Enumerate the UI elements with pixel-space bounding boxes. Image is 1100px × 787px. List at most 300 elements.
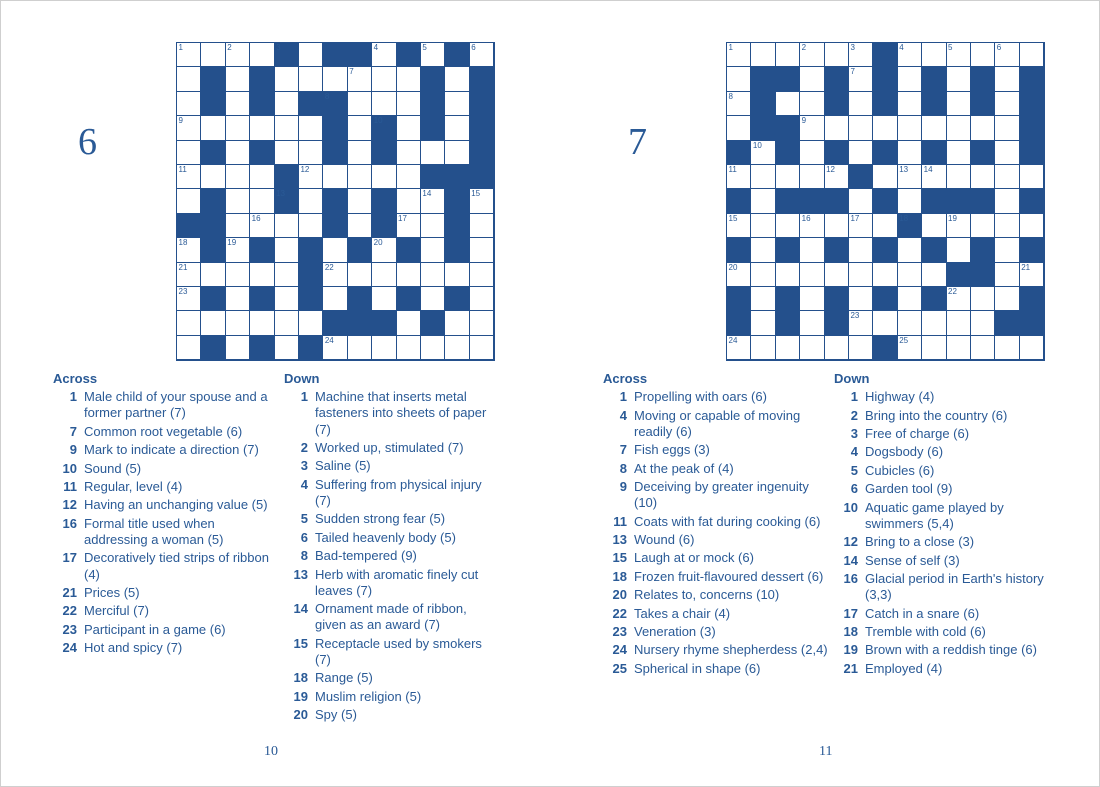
grid-cell[interactable] — [250, 311, 274, 335]
grid-cell[interactable] — [177, 165, 201, 189]
grid-cell[interactable] — [275, 92, 299, 116]
grid-cell[interactable] — [995, 238, 1019, 262]
grid-cell[interactable] — [947, 238, 971, 262]
grid-cell[interactable] — [873, 263, 897, 287]
grid-cell[interactable] — [947, 92, 971, 116]
grid-cell-black — [445, 43, 469, 67]
grid-cell[interactable] — [776, 92, 800, 116]
grid-cell[interactable] — [250, 43, 274, 67]
across-clue — [603, 532, 828, 548]
down-clue — [284, 458, 499, 474]
grid-cell[interactable] — [372, 263, 396, 287]
grid-cell[interactable] — [226, 263, 250, 287]
grid-cell[interactable] — [898, 165, 922, 189]
grid-cell[interactable] — [849, 141, 873, 165]
grid-cell[interactable] — [947, 67, 971, 91]
grid-cell[interactable] — [922, 116, 946, 140]
grid-cell[interactable] — [348, 189, 372, 213]
grid-cell[interactable] — [751, 336, 775, 360]
clue-number: 3 — [300, 458, 308, 474]
grid-cell[interactable] — [348, 141, 372, 165]
grid-cell[interactable] — [299, 43, 323, 67]
grid-cell[interactable] — [971, 43, 995, 67]
clue-number: 17 — [843, 605, 858, 621]
grid-cell[interactable] — [995, 189, 1019, 213]
clue-text: Laugh at or mock (6) — [634, 550, 754, 566]
grid-cell[interactable] — [201, 43, 225, 67]
grid-cell-black — [1020, 141, 1044, 165]
grid-cell[interactable] — [947, 336, 971, 360]
grid-cell[interactable] — [800, 287, 824, 311]
grid-cell[interactable] — [372, 43, 396, 67]
grid-cell[interactable] — [470, 287, 494, 311]
grid-cell[interactable] — [995, 165, 1019, 189]
grid-cell-black — [825, 141, 849, 165]
grid-cell[interactable] — [800, 92, 824, 116]
grid-cell[interactable] — [323, 165, 347, 189]
grid-cell[interactable] — [849, 311, 873, 335]
grid-cell[interactable] — [201, 165, 225, 189]
grid-cell[interactable] — [922, 336, 946, 360]
grid-cell[interactable] — [250, 189, 274, 213]
grid-cell[interactable] — [751, 43, 775, 67]
grid-cell-black — [299, 263, 323, 287]
grid-cell[interactable] — [971, 116, 995, 140]
grid-cell[interactable] — [299, 141, 323, 165]
grid-cell[interactable] — [348, 263, 372, 287]
grid-cell[interactable] — [177, 116, 201, 140]
grid-cell[interactable] — [470, 311, 494, 335]
grid-cell[interactable] — [348, 116, 372, 140]
grid-cell[interactable] — [971, 336, 995, 360]
clue-text: Wound (6) — [634, 531, 695, 547]
grid-cell-black — [323, 92, 347, 116]
grid-cell[interactable] — [397, 311, 421, 335]
grid-cell[interactable] — [323, 263, 347, 287]
clue-number: 9 — [619, 478, 627, 494]
grid-cell[interactable] — [898, 67, 922, 91]
grid-cell[interactable] — [800, 116, 824, 140]
grid-cell[interactable] — [849, 238, 873, 262]
grid-cell[interactable] — [275, 336, 299, 360]
grid-cell[interactable] — [800, 165, 824, 189]
grid-cell[interactable] — [873, 116, 897, 140]
grid-cell-black — [201, 67, 225, 91]
grid-cell[interactable] — [177, 67, 201, 91]
grid-cell[interactable] — [177, 336, 201, 360]
cell-number: 13 — [276, 189, 285, 199]
grid-cell[interactable] — [421, 336, 445, 360]
cell-number: 5 — [422, 43, 427, 52]
grid-cell[interactable] — [825, 336, 849, 360]
grid-cell[interactable] — [898, 238, 922, 262]
grid-cell-black — [397, 43, 421, 67]
grid-cell-black — [776, 287, 800, 311]
clue-text: Sudden strong fear (5) — [315, 511, 446, 527]
grid-cell[interactable] — [800, 214, 824, 238]
grid-cell-black — [1020, 238, 1044, 262]
grid-cell[interactable] — [177, 287, 201, 311]
grid-cell[interactable] — [776, 263, 800, 287]
grid-cell-black — [372, 189, 396, 213]
grid-cell-black — [727, 287, 751, 311]
grid-cell[interactable] — [751, 238, 775, 262]
grid-cell[interactable] — [751, 287, 775, 311]
grid-cell-black — [1020, 67, 1044, 91]
grid-cell[interactable] — [299, 67, 323, 91]
grid-cell[interactable] — [323, 67, 347, 91]
grid-cell[interactable] — [470, 214, 494, 238]
grid-cell[interactable] — [470, 189, 494, 213]
grid-cell[interactable] — [800, 43, 824, 67]
clue-number: 12 — [62, 497, 77, 513]
clue-number: 21 — [62, 584, 77, 600]
grid-cell[interactable] — [751, 214, 775, 238]
clue-number: 10 — [843, 499, 858, 515]
clue-text: Brown with a reddish tinge (6) — [865, 642, 1037, 658]
grid-cell[interactable] — [898, 92, 922, 116]
grid-cell[interactable] — [397, 214, 421, 238]
grid-cell[interactable] — [201, 116, 225, 140]
grid-cell[interactable] — [947, 43, 971, 67]
grid-cell[interactable] — [226, 189, 250, 213]
grid-cell[interactable] — [323, 336, 347, 360]
grid-cell[interactable] — [226, 165, 250, 189]
grid-cell[interactable] — [445, 336, 469, 360]
grid-cell[interactable] — [800, 238, 824, 262]
grid-cell[interactable] — [898, 336, 922, 360]
grid-cell-black — [323, 116, 347, 140]
grid-cell[interactable] — [275, 311, 299, 335]
grid-cell[interactable] — [421, 287, 445, 311]
grid-cell[interactable] — [873, 311, 897, 335]
grid-cell-black — [751, 92, 775, 116]
grid-cell[interactable] — [947, 287, 971, 311]
grid-cell[interactable] — [421, 43, 445, 67]
grid-cell[interactable] — [275, 238, 299, 262]
down-clue — [834, 463, 1059, 479]
grid-cell[interactable] — [226, 238, 250, 262]
grid-cell[interactable] — [971, 165, 995, 189]
cell-number: 15 — [471, 189, 481, 199]
grid-cell[interactable] — [922, 214, 946, 238]
clue-number: 11 — [63, 478, 77, 494]
grid-cell[interactable] — [776, 165, 800, 189]
grid-cell[interactable] — [800, 311, 824, 335]
grid-cell[interactable] — [397, 67, 421, 91]
grid-cell[interactable] — [873, 214, 897, 238]
grid-cell[interactable] — [421, 263, 445, 287]
grid-cell[interactable] — [971, 311, 995, 335]
grid-cell[interactable] — [995, 43, 1019, 67]
grid-cell[interactable] — [825, 165, 849, 189]
grid-cell[interactable] — [849, 336, 873, 360]
cell-number: 23 — [850, 311, 860, 321]
grid-cell[interactable] — [470, 238, 494, 262]
down-clue — [834, 661, 1059, 677]
grid-cell[interactable] — [250, 263, 274, 287]
grid-cell[interactable] — [727, 67, 751, 91]
grid-cell[interactable] — [922, 311, 946, 335]
grid-cell-black — [971, 189, 995, 213]
grid-cell[interactable] — [275, 214, 299, 238]
grid-cell[interactable] — [421, 238, 445, 262]
grid-cell[interactable] — [397, 263, 421, 287]
grid-cell[interactable] — [995, 116, 1019, 140]
grid-cell-black — [445, 238, 469, 262]
clue-number: 10 — [62, 460, 77, 476]
grid-cell[interactable] — [372, 238, 396, 262]
cell-number: 25 — [899, 335, 909, 345]
grid-cell[interactable] — [177, 92, 201, 116]
grid-cell-black — [299, 336, 323, 360]
grid-cell[interactable] — [898, 141, 922, 165]
grid-cell[interactable] — [177, 141, 201, 165]
grid-cell[interactable] — [372, 336, 396, 360]
clue-number: 1 — [619, 389, 627, 405]
grid-cell[interactable] — [898, 189, 922, 213]
grid-cell[interactable] — [275, 67, 299, 91]
grid-cell[interactable] — [397, 336, 421, 360]
grid-cell[interactable] — [397, 92, 421, 116]
grid-cell-black — [922, 287, 946, 311]
grid-cell[interactable] — [971, 287, 995, 311]
grid-cell[interactable] — [445, 311, 469, 335]
grid-cell[interactable] — [226, 287, 250, 311]
grid-cell[interactable] — [372, 287, 396, 311]
clue-text: Dogsbody (6) — [865, 444, 944, 460]
grid-cell[interactable] — [849, 214, 873, 238]
grid-cell[interactable] — [275, 141, 299, 165]
grid-cell[interactable] — [995, 67, 1019, 91]
grid-cell[interactable] — [372, 67, 396, 91]
grid-cell[interactable] — [299, 214, 323, 238]
clue-number: 18 — [843, 623, 858, 639]
grid-cell[interactable] — [727, 336, 751, 360]
grid-cell[interactable] — [177, 263, 201, 287]
grid-cell[interactable] — [898, 263, 922, 287]
grid-cell[interactable] — [250, 214, 274, 238]
grid-cell[interactable] — [177, 311, 201, 335]
grid-cell[interactable] — [177, 238, 201, 262]
grid-cell[interactable] — [323, 238, 347, 262]
grid-cell[interactable] — [751, 189, 775, 213]
grid-cell[interactable] — [226, 336, 250, 360]
grid-cell[interactable] — [947, 165, 971, 189]
grid-cell[interactable] — [1020, 263, 1044, 287]
grid-cell[interactable] — [825, 116, 849, 140]
grid-cell[interactable] — [226, 116, 250, 140]
grid-cell-black — [971, 67, 995, 91]
grid-cell[interactable] — [348, 67, 372, 91]
grid-cell[interactable] — [1020, 336, 1044, 360]
grid-cell[interactable] — [299, 116, 323, 140]
grid-cell[interactable] — [372, 92, 396, 116]
grid-cell[interactable] — [397, 189, 421, 213]
grid-cell[interactable] — [727, 165, 751, 189]
grid-cell[interactable] — [849, 116, 873, 140]
grid-cell[interactable] — [323, 287, 347, 311]
grid-cell[interactable] — [275, 263, 299, 287]
grid-cell[interactable] — [250, 165, 274, 189]
grid-cell[interactable] — [250, 116, 274, 140]
grid-cell[interactable] — [299, 311, 323, 335]
grid-cell[interactable] — [922, 263, 946, 287]
grid-cell[interactable] — [421, 189, 445, 213]
grid-cell[interactable] — [849, 263, 873, 287]
grid-cell[interactable] — [995, 336, 1019, 360]
grid-cell[interactable] — [727, 263, 751, 287]
grid-cell[interactable] — [727, 92, 751, 116]
grid-cell[interactable] — [995, 287, 1019, 311]
grid-cell[interactable] — [226, 67, 250, 91]
grid-cell-black — [727, 141, 751, 165]
grid-cell[interactable] — [397, 116, 421, 140]
grid-cell[interactable] — [226, 214, 250, 238]
clue-text: Glacial period in Earth's history (3,3) — [865, 570, 1044, 603]
grid-cell[interactable] — [849, 92, 873, 116]
grid-cell[interactable] — [275, 116, 299, 140]
down-clue — [834, 553, 1059, 569]
clue-number: 6 — [850, 481, 858, 497]
cell-number: 9 — [178, 116, 183, 126]
grid-cell[interactable] — [800, 263, 824, 287]
grid-cell[interactable] — [947, 116, 971, 140]
grid-cell[interactable] — [751, 263, 775, 287]
grid-cell[interactable] — [201, 263, 225, 287]
grid-cell[interactable] — [849, 67, 873, 91]
grid-cell[interactable] — [177, 43, 201, 67]
grid-cell[interactable] — [898, 287, 922, 311]
grid-cell-black — [873, 141, 897, 165]
grid-cell[interactable] — [299, 189, 323, 213]
grid-cell[interactable] — [470, 263, 494, 287]
grid-cell[interactable] — [348, 336, 372, 360]
clue-text: Herb with aromatic finely cut leaves (7) — [315, 566, 479, 598]
grid-cell[interactable] — [971, 214, 995, 238]
grid-cell[interactable] — [177, 189, 201, 213]
grid-cell[interactable] — [849, 287, 873, 311]
grid-cell[interactable] — [445, 116, 469, 140]
grid-cell[interactable] — [727, 116, 751, 140]
grid-cell[interactable] — [751, 311, 775, 335]
grid-cell[interactable] — [470, 43, 494, 67]
grid-cell[interactable] — [372, 165, 396, 189]
crossword-grid[interactable] — [726, 42, 1045, 361]
clue-text: Worked up, stimulated (7) — [315, 440, 464, 455]
clue-number: 9 — [69, 442, 77, 458]
grid-cell[interactable] — [995, 214, 1019, 238]
grid-cell[interactable] — [873, 165, 897, 189]
cell-number: 22 — [948, 286, 957, 296]
grid-cell[interactable] — [825, 43, 849, 67]
grid-cell[interactable] — [445, 92, 469, 116]
grid-cell[interactable] — [800, 141, 824, 165]
clue-number: 13 — [612, 531, 627, 547]
cell-number: 4 — [373, 43, 379, 52]
cell-number: 3 — [850, 43, 855, 52]
grid-cell[interactable] — [226, 311, 250, 335]
grid-cell-black — [922, 141, 946, 165]
cell-number: 12 — [300, 164, 310, 174]
grid-cell[interactable] — [849, 43, 873, 67]
grid-cell[interactable] — [995, 92, 1019, 116]
grid-cell[interactable] — [898, 116, 922, 140]
grid-cell[interactable] — [226, 43, 250, 67]
grid-cell[interactable] — [470, 336, 494, 360]
grid-cell[interactable] — [421, 141, 445, 165]
grid-cell[interactable] — [776, 214, 800, 238]
clue-number: 5 — [300, 511, 308, 527]
grid-cell[interactable] — [776, 43, 800, 67]
grid-cell[interactable] — [348, 165, 372, 189]
grid-cell[interactable] — [348, 214, 372, 238]
grid-cell[interactable] — [226, 92, 250, 116]
grid-cell[interactable] — [825, 263, 849, 287]
grid-cell[interactable] — [445, 263, 469, 287]
grid-cell[interactable] — [226, 141, 250, 165]
grid-cell[interactable] — [727, 214, 751, 238]
cell-number: 6 — [996, 43, 1002, 52]
across-clue — [53, 585, 278, 601]
grid-cell[interactable] — [727, 43, 751, 67]
grid-cell[interactable] — [275, 287, 299, 311]
grid-cell[interactable] — [898, 311, 922, 335]
grid-cell[interactable] — [947, 311, 971, 335]
grid-cell[interactable] — [201, 311, 225, 335]
grid-cell[interactable] — [995, 141, 1019, 165]
grid-cell-black — [323, 141, 347, 165]
grid-cell[interactable] — [397, 141, 421, 165]
grid-cell-black — [922, 67, 946, 91]
clue-text: Hot and spicy (7) — [84, 640, 183, 656]
grid-cell[interactable] — [898, 43, 922, 67]
grid-cell[interactable] — [922, 43, 946, 67]
grid-cell[interactable] — [947, 214, 971, 238]
grid-cell[interactable] — [751, 165, 775, 189]
grid-cell[interactable] — [397, 165, 421, 189]
grid-cell[interactable] — [800, 67, 824, 91]
clue-number: 12 — [843, 534, 858, 550]
grid-cell[interactable] — [348, 92, 372, 116]
grid-cell[interactable] — [421, 214, 445, 238]
across-clue — [53, 442, 278, 458]
grid-cell[interactable] — [995, 263, 1019, 287]
cell-number: 1 — [178, 43, 183, 52]
grid-cell[interactable] — [1020, 43, 1044, 67]
grid-cell[interactable] — [751, 141, 775, 165]
grid-cell[interactable] — [947, 141, 971, 165]
crossword-grid[interactable] — [176, 42, 495, 361]
down-clue — [834, 534, 1059, 550]
grid-cell[interactable] — [1020, 165, 1044, 189]
grid-cell[interactable] — [800, 336, 824, 360]
grid-cell[interactable] — [776, 336, 800, 360]
grid-cell-black — [299, 238, 323, 262]
grid-cell[interactable] — [849, 189, 873, 213]
grid-cell[interactable] — [445, 141, 469, 165]
grid-cell[interactable] — [825, 214, 849, 238]
grid-cell-black — [470, 92, 494, 116]
down-clue — [284, 707, 499, 723]
down-clue — [284, 530, 499, 546]
grid-cell[interactable] — [299, 165, 323, 189]
grid-cell[interactable] — [922, 165, 946, 189]
grid-cell[interactable] — [445, 67, 469, 91]
clue-text: Free of charge (6) — [865, 425, 970, 441]
grid-cell[interactable] — [1020, 214, 1044, 238]
down-clue — [284, 440, 499, 456]
